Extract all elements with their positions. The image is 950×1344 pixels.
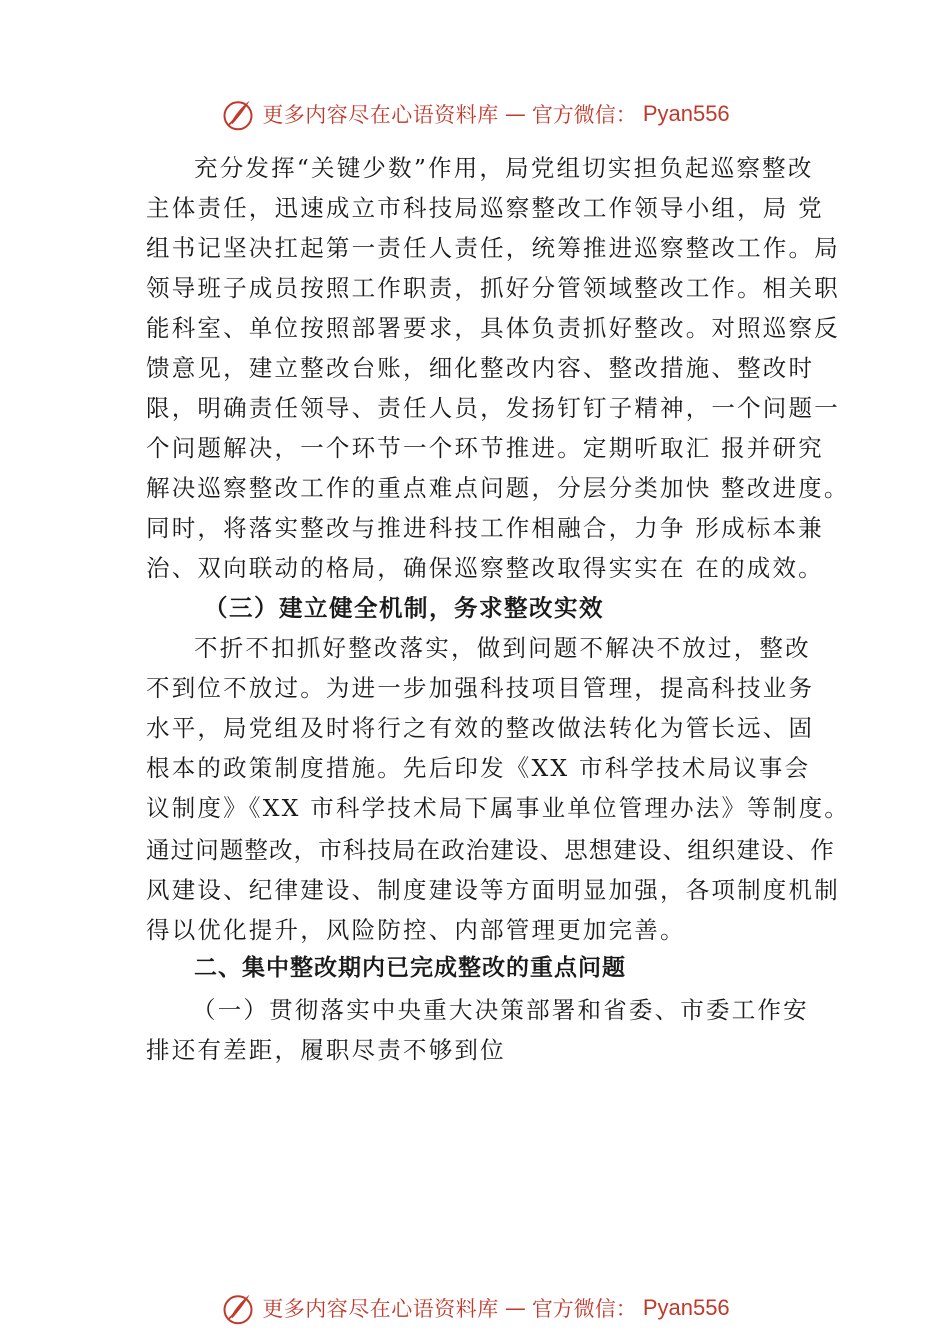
watermark-banner-bottom (0, 1288, 950, 1328)
watermark-separator: — (504, 1296, 526, 1320)
watermark-wechat-label: 官方微信： (531, 1297, 637, 1321)
paragraph-line: 议制度》《XX 市科学技术局下属事业单位管理办法》等制度。 (146, 794, 850, 822)
paragraph-line: 主体责任，迅速成立市科技局巡察整改工作领导小组，局 党 (146, 194, 824, 222)
section-heading: 二、集中整改期内已完成整改的重点问题 (194, 955, 626, 981)
subsection-heading: （三）建立健全机制，务求整改实效 (204, 594, 604, 622)
paragraph-line: 治、双向联动的格局，确保巡察整改取得实实在 在的成效。 (146, 554, 824, 582)
subsection-heading: （一）贯彻落实中央重大决策部署和省委、市委工作安 (192, 996, 809, 1024)
paragraph-line: 同时，将落实整改与推进科技工作相融合，力争 形成标本兼 (146, 514, 824, 542)
watermark-wechat-id: Pyan556 (642, 1295, 730, 1320)
watermark-text: 更多内容尽在心语资料库 (262, 103, 499, 127)
paragraph-line: 领导班子成员按照工作职责，抓好分管领域整改工作。相关职 (146, 274, 840, 302)
watermark-banner-top (0, 94, 950, 134)
paragraph-line: 不到位不放过。为进一步加强科技项目管理，提高科技业务 (146, 674, 815, 702)
paragraph-line: 根本的政策制度措施。先后印发《XX 市科学技术局议事会 (146, 754, 811, 782)
paragraph-line: 限，明确责任领导、责任人员，发扬钉钉子精神，一个问题一 (146, 394, 840, 422)
paragraph-line: 馈意见，建立整改台账，细化整改内容、整改措施、整改时 (146, 354, 815, 382)
paragraph-line: 排还有差距，履职尽责不够到位 (146, 1036, 506, 1064)
watermark-wechat-label: 官方微信： (531, 103, 637, 127)
watermark-separator: — (504, 102, 526, 126)
paragraph-line: 不折不扣抓好整改落实，做到问题不解决不放过，整改 (194, 634, 811, 662)
watermark-text: 更多内容尽在心语资料库 (262, 1297, 499, 1321)
paragraph-line: 能科室、单位按照部署要求，具体负责抓好整改。对照巡察反 (146, 314, 840, 342)
paragraph-line: 得以优化提升，风险防控、内部管理更加完善。 (146, 916, 686, 944)
quill-logo-icon (220, 96, 256, 132)
watermark-wechat-id: Pyan556 (642, 101, 730, 126)
paragraph-line: 个问题解决，一个环节一个环节推进。定期听取汇 报并研究 (146, 434, 824, 462)
paragraph-line: 通过问题整改，市科技局在政治建设、思想建设、组织建设、作 (146, 836, 835, 864)
paragraph-line: 风建设、纪律建设、制度建设等方面明显加强，各项制度机制 (146, 876, 840, 904)
paragraph-line: 充分发挥“关键少数”作用，局党组切实担负起巡察整改 (194, 154, 814, 182)
paragraph-line: 组书记坚决扛起第一责任人责任，统筹推进巡察整改工作。局 (146, 234, 840, 262)
paragraph-line: 解决巡察整改工作的重点难点问题，分层分类加快 整改进度。 (146, 474, 850, 502)
quill-logo-icon (220, 1290, 256, 1326)
paragraph-line: 水平，局党组及时将行之有效的整改做法转化为管长远、固 (146, 714, 815, 742)
